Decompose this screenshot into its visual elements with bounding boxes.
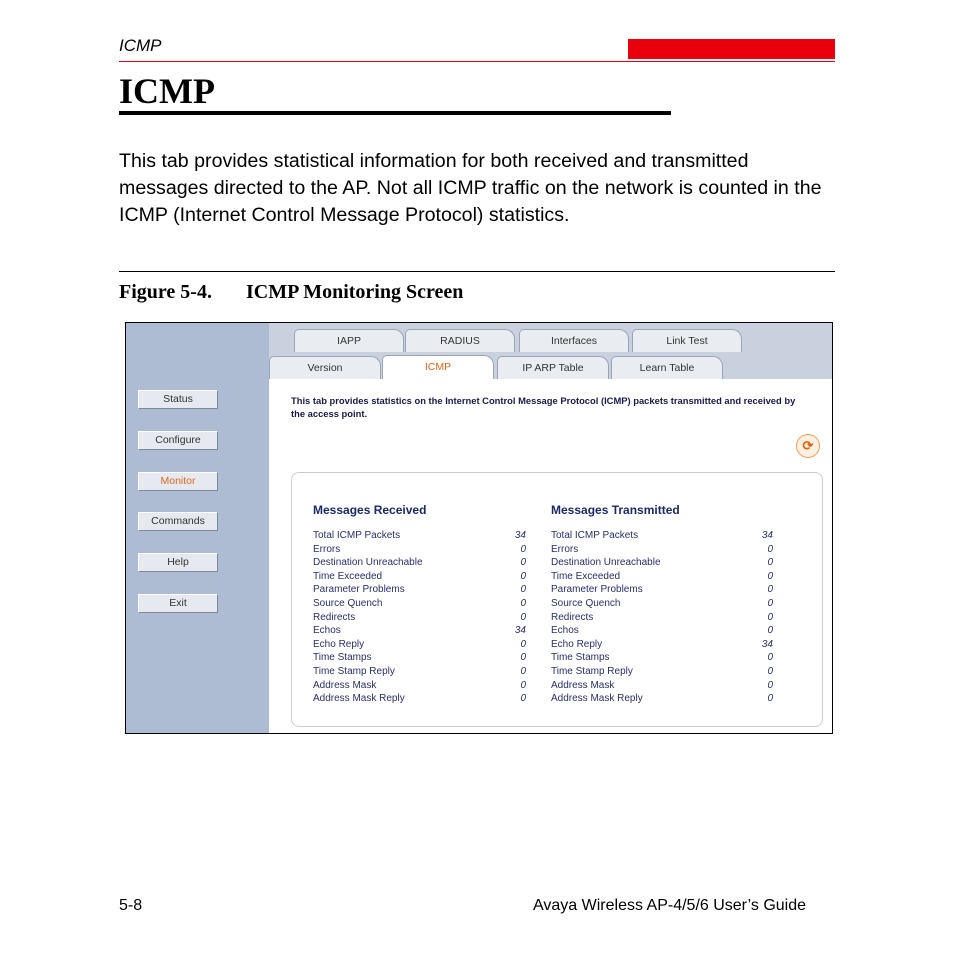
stat-row-time-stamps — [313, 651, 526, 665]
stat-label: Time Exceeded — [551, 570, 621, 582]
stat-row-destination-unreachable — [551, 556, 773, 570]
stat-value: 0 — [520, 543, 526, 555]
tab-version[interactable]: Version — [269, 356, 381, 379]
stat-value: 0 — [520, 557, 526, 569]
figure-title: ICMP Monitoring Screen — [246, 281, 464, 303]
stat-row-time-exceeded — [313, 570, 526, 584]
nav-button-help[interactable]: Help — [138, 553, 218, 572]
stat-row-errors — [313, 543, 526, 557]
stat-value: 34 — [514, 530, 526, 541]
ap-monitor-screenshot — [125, 322, 833, 734]
stat-row-address-mask-reply — [313, 692, 526, 706]
stat-label: Time Exceeded — [313, 570, 383, 582]
stat-value: 0 — [520, 652, 526, 664]
stat-row-echos — [313, 624, 526, 638]
stat-value: 0 — [520, 679, 526, 691]
refresh-icon[interactable]: ⟳ — [796, 434, 820, 458]
received-stats-list — [313, 529, 526, 706]
stat-row-redirects — [551, 611, 773, 625]
stat-row-total-icmp-packets — [313, 529, 526, 543]
stat-value: 0 — [767, 611, 773, 623]
stat-label: Time Stamps — [313, 652, 372, 664]
stat-row-redirects — [313, 611, 526, 625]
stat-label: Errors — [551, 543, 579, 555]
stat-value: 0 — [767, 665, 773, 677]
stat-row-parameter-problems — [551, 583, 773, 597]
stat-label: Total ICMP Packets — [551, 530, 639, 541]
tab-link-test[interactable]: Link Test — [632, 329, 742, 352]
stat-value: 34 — [514, 625, 526, 637]
stat-row-echo-reply — [551, 638, 773, 652]
figure-caption — [119, 281, 463, 304]
stat-value: 0 — [767, 652, 773, 664]
stat-value: 0 — [767, 597, 773, 609]
stat-value: 0 — [520, 611, 526, 623]
stat-row-source-quench — [551, 597, 773, 611]
stat-value: 0 — [520, 665, 526, 677]
intro-paragraph: This tab provides statistical information for both received and transmitted messages directed to the AP. Not all ICMP traffic on the network is counted in the ICMP (Internet Control Message Protocol) statistics. — [119, 150, 822, 226]
stat-row-time-stamps — [551, 651, 773, 665]
stat-label: Time Stamp Reply — [313, 665, 395, 677]
stat-value: 0 — [520, 638, 526, 650]
stat-value: 0 — [767, 570, 773, 582]
stat-label: Address Mask — [313, 679, 377, 691]
page-number: 5-8 — [119, 897, 143, 914]
stat-value: 0 — [767, 625, 773, 637]
stat-row-time-stamp-reply — [313, 665, 526, 679]
stat-value: 0 — [767, 679, 773, 691]
nav-button-status[interactable]: Status — [138, 390, 218, 409]
stat-value: 0 — [767, 584, 773, 596]
stat-row-time-exceeded — [551, 570, 773, 584]
stat-value: 0 — [520, 584, 526, 596]
stat-row-source-quench — [313, 597, 526, 611]
stat-row-time-stamp-reply — [551, 665, 773, 679]
header-red-bar — [628, 39, 835, 59]
stat-label: Destination Unreachable — [313, 557, 423, 569]
stat-row-errors — [551, 543, 773, 557]
stat-label: Echo Reply — [551, 638, 603, 650]
stat-value: 0 — [767, 693, 773, 705]
tab-strip — [269, 323, 832, 379]
title-rule — [119, 111, 671, 115]
tab-iapp[interactable]: IAPP — [294, 329, 404, 352]
stat-value: 34 — [761, 638, 773, 650]
stat-row-parameter-problems — [313, 583, 526, 597]
tab-learn-table[interactable]: Learn Table — [611, 356, 723, 379]
stat-label: Redirects — [551, 611, 594, 623]
stat-label: Address Mask Reply — [313, 693, 405, 705]
stat-label: Source Quench — [313, 597, 383, 609]
stat-value: 34 — [761, 530, 773, 541]
transmitted-stats-list — [551, 529, 773, 706]
stat-label: Time Stamps — [551, 652, 610, 664]
received-heading: Messages Received — [313, 503, 427, 517]
stat-label: Total ICMP Packets — [313, 530, 401, 541]
nav-button-configure[interactable]: Configure — [138, 431, 218, 450]
nav-button-monitor[interactable]: Monitor — [138, 472, 218, 491]
stat-label: Echos — [313, 625, 341, 637]
stat-value: 0 — [767, 543, 773, 555]
stats-panel — [291, 472, 823, 727]
tab-radius[interactable]: RADIUS — [405, 329, 515, 352]
stat-row-echo-reply — [313, 638, 526, 652]
tab-interfaces[interactable]: Interfaces — [519, 329, 629, 352]
stat-value: 0 — [767, 557, 773, 569]
transmitted-heading: Messages Transmitted — [551, 503, 680, 517]
stat-row-total-icmp-packets — [551, 529, 773, 543]
stat-label: Echo Reply — [313, 638, 365, 650]
stat-row-address-mask-reply — [551, 692, 773, 706]
page-title: ICMP — [119, 71, 215, 111]
stat-row-address-mask — [551, 679, 773, 693]
figure-rule — [119, 271, 835, 272]
stat-value: 0 — [520, 570, 526, 582]
stat-label: Address Mask — [551, 679, 615, 691]
stat-row-destination-unreachable — [313, 556, 526, 570]
stat-value: 0 — [520, 597, 526, 609]
icmp-content — [269, 379, 832, 733]
stat-label: Address Mask Reply — [551, 693, 643, 705]
stat-label: Parameter Problems — [551, 584, 643, 596]
running-header: ICMP — [119, 36, 162, 55]
stat-label: Source Quench — [551, 597, 621, 609]
stat-label: Errors — [313, 543, 341, 555]
stat-label: Destination Unreachable — [551, 557, 661, 569]
nav-button-exit[interactable]: Exit — [138, 594, 218, 613]
footer-guide-title: Avaya Wireless AP-4/5/6 User’s Guide — [533, 897, 807, 914]
figure-number: Figure 5-4. — [119, 281, 212, 303]
stat-label: Echos — [551, 625, 579, 637]
stat-value: 0 — [520, 693, 526, 705]
header-rule — [119, 61, 835, 62]
tab-icmp[interactable]: ICMP — [382, 355, 494, 380]
screen-description: This tab provides statistics on the Internet Control Message Protocol (ICMP) packets transmitted and received by the access point. — [291, 395, 796, 419]
stat-row-echos — [551, 624, 773, 638]
nav-button-commands[interactable]: Commands — [138, 512, 218, 531]
sidebar-nav — [126, 323, 269, 733]
stat-label: Parameter Problems — [313, 584, 405, 596]
stat-label: Redirects — [313, 611, 356, 623]
stat-row-address-mask — [313, 679, 526, 693]
stat-label: Time Stamp Reply — [551, 665, 633, 677]
tab-ip-arp-table[interactable]: IP ARP Table — [497, 356, 609, 379]
